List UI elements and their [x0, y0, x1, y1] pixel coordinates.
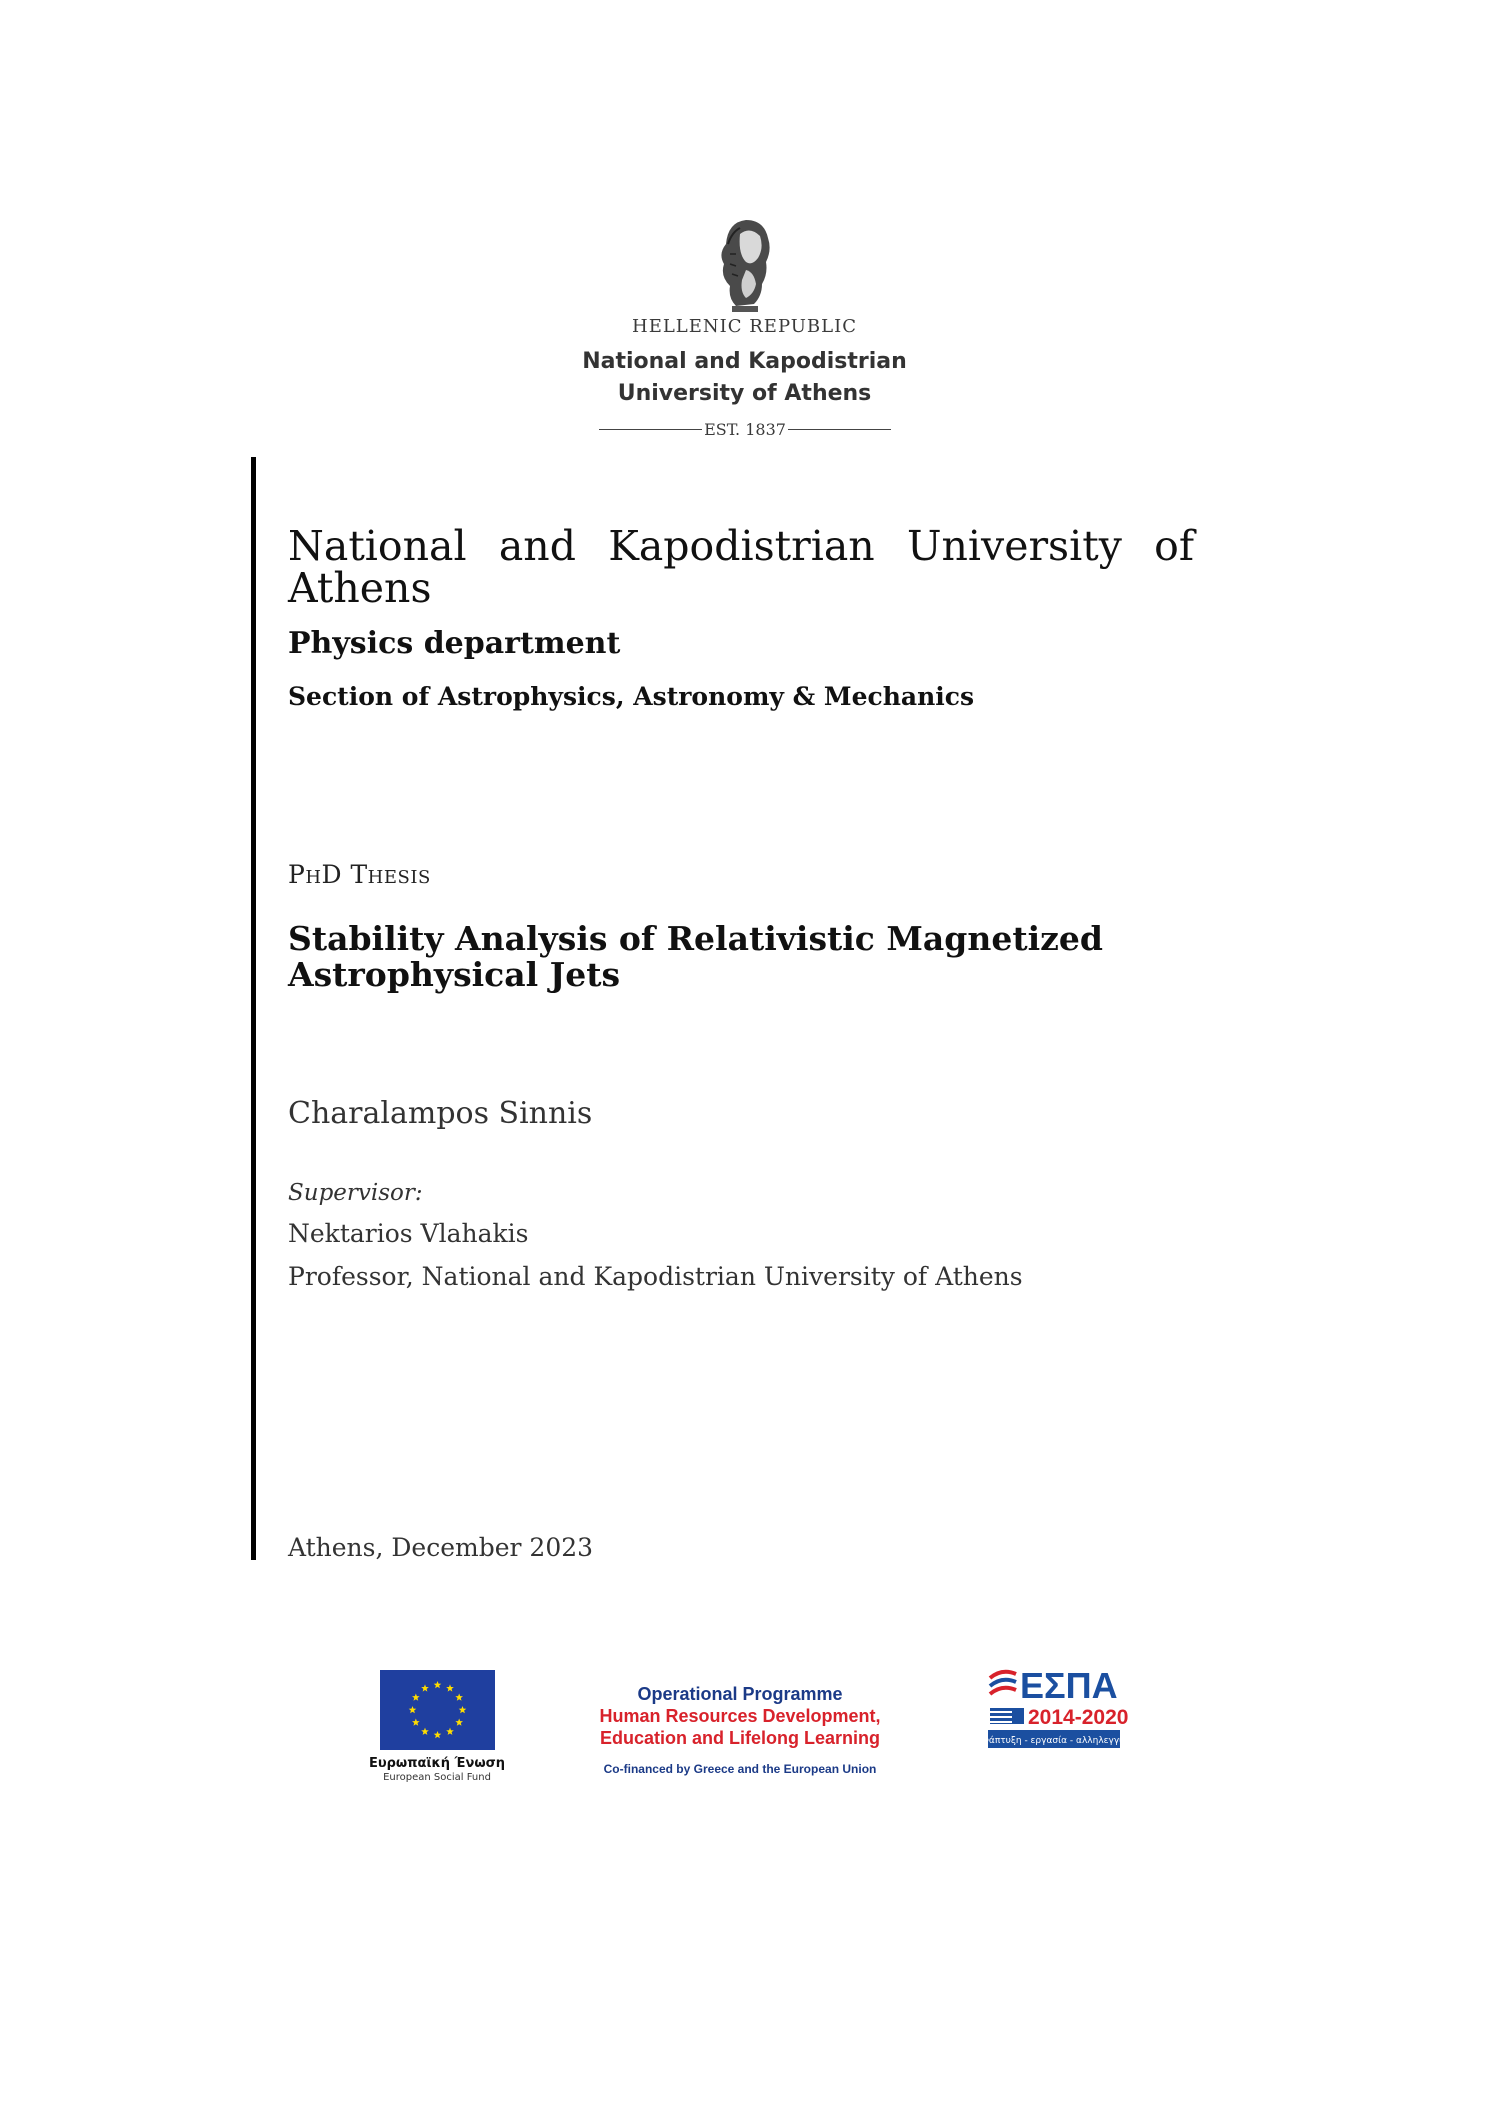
place-date: Athens, December 2023: [288, 1533, 594, 1562]
est-rule-left: [599, 429, 702, 430]
est-rule-right: [788, 429, 891, 430]
programme-line3: Education and Lifelong Learning: [599, 1728, 880, 1748]
eu-fund: European Social Fund: [383, 1772, 491, 1783]
espa-logo-icon: [977, 1664, 1131, 1756]
espa-title: ΕΣΠΑ: [1020, 1665, 1118, 1706]
header-university-line2: University of Athens: [617, 381, 872, 406]
espa-years: 2014-2020: [1028, 1706, 1129, 1729]
vertical-rule: [251, 457, 256, 1560]
programme-line1: Operational Programme: [637, 1684, 843, 1704]
programme-line2: Human Resources Development,: [599, 1706, 881, 1726]
thesis-title-line1: Stability Analysis of Relativistic Magnetized: [288, 919, 1103, 958]
thesis-title: [288, 921, 1188, 993]
supervisor-affiliation: Professor, National and Kapodistrian University of Athens: [288, 1262, 1023, 1291]
eu-name: Ευρωπαϊκή Ένωση: [368, 1756, 506, 1771]
thesis-title-line2: Astrophysical Jets: [288, 955, 621, 994]
institution-name: National and Kapodistrian University of Athens: [288, 522, 1194, 612]
author-name: Charalampos Sinnis: [288, 1096, 593, 1131]
thesis-type: PhD Thesis: [288, 860, 431, 889]
established-label: EST. 1837: [704, 419, 786, 439]
established-row: [599, 418, 891, 440]
department-name: Physics department: [288, 626, 621, 661]
eu-mini-flag-icon: [1012, 1708, 1024, 1724]
programme-line4: Co-financed by Greece and the European Union: [603, 1762, 877, 1776]
supervisor-label: Supervisor:: [288, 1180, 423, 1206]
section-name: Section of Astrophysics, Astronomy & Mechanics: [288, 682, 975, 711]
republic-label: HELLENIC REPUBLIC: [632, 316, 857, 337]
espa-tagline: ανάπτυξη - εργασία - αλληλεγγύη: [977, 1736, 1131, 1746]
header-university-line1: National and Kapodistrian: [582, 349, 907, 374]
supervisor-name: Nektarios Vlahakis: [288, 1219, 529, 1248]
eu-flag-icon: [380, 1670, 495, 1750]
athena-crest-icon: [706, 214, 780, 314]
